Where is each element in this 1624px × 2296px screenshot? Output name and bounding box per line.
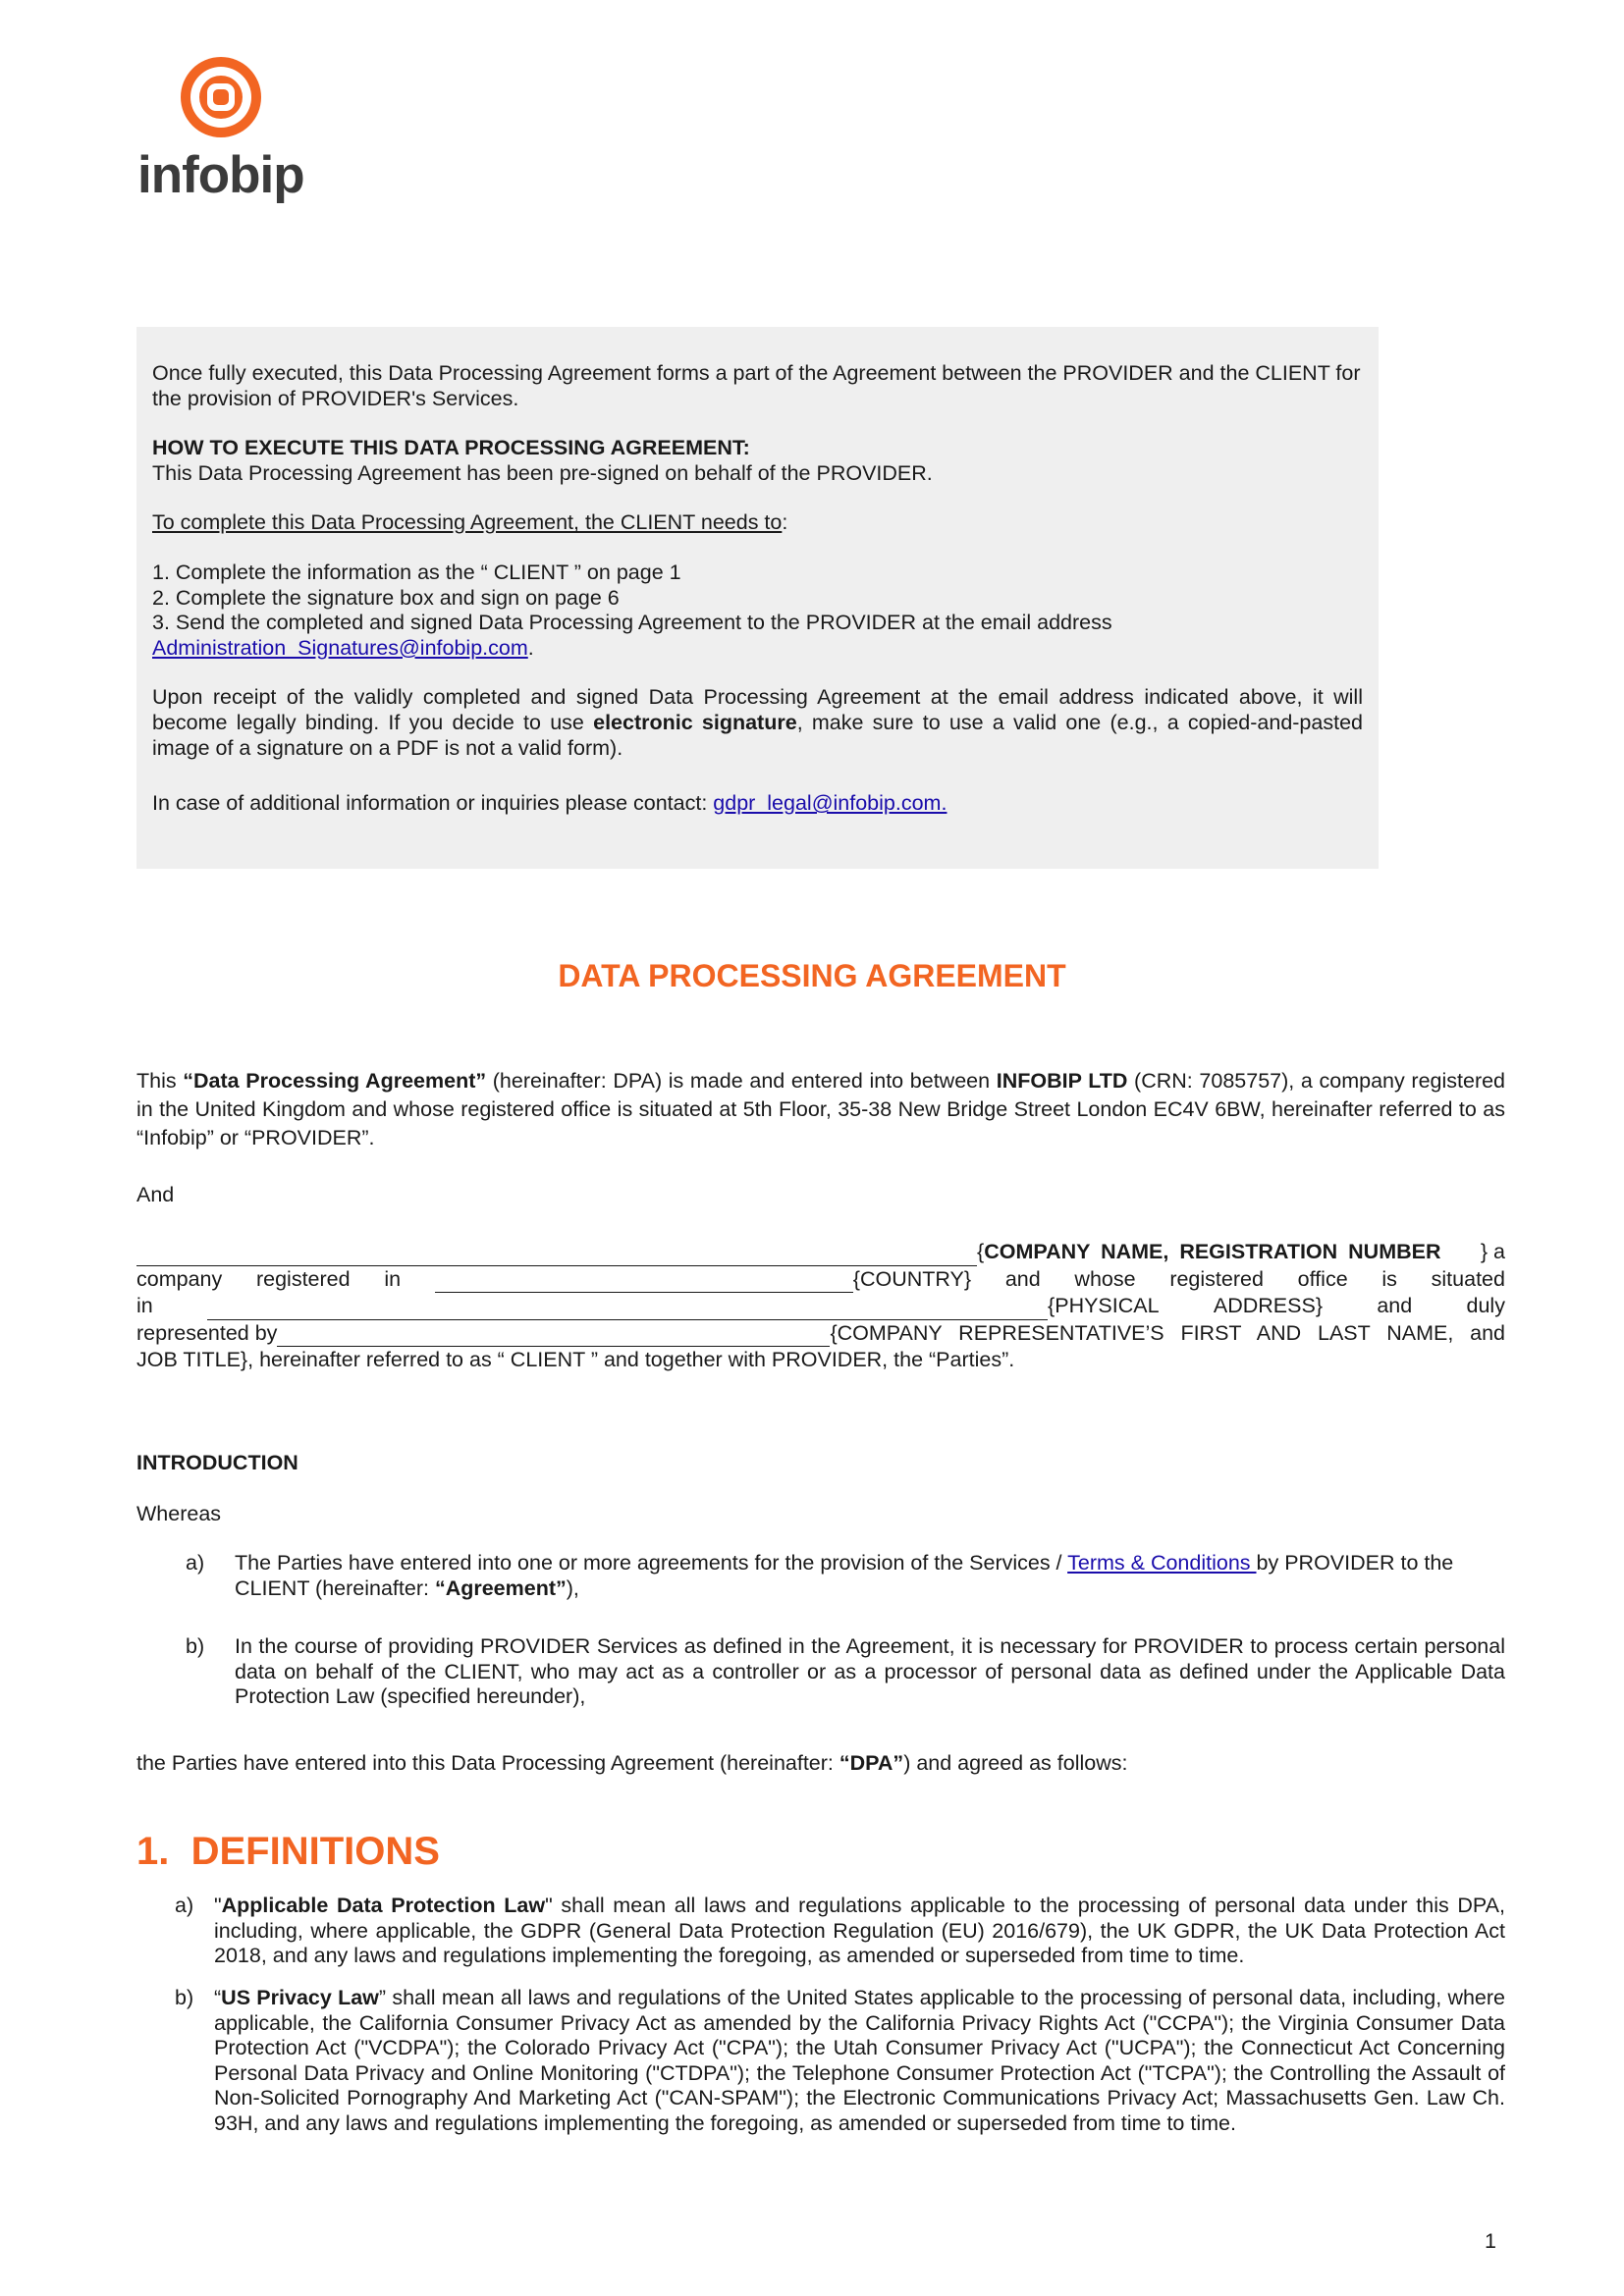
recital-b-text: In the course of providing PROVIDER Services as defined in the Agreement, it is necessary for PROVIDER to process certain personal data on behalf of the CLIENT, who may act as a controller or as a processor of personal data as defined under the Applicable Data Protection Law (specified hereunder), (235, 1634, 1505, 1709)
whereas-label: Whereas (136, 1502, 222, 1525)
representative-field[interactable] (277, 1326, 830, 1347)
recital-a-post: by PROVIDER to the CLIENT (hereinafter: (235, 1551, 1454, 1600)
word: and (1004, 1266, 1041, 1291)
word: company (136, 1266, 223, 1291)
recital-a-pre: The Parties have entered into one or more agreements for the provision of the Services / (235, 1551, 1068, 1575)
word: situated (1431, 1266, 1505, 1291)
client-address-line (136, 1293, 1505, 1320)
admin-email-suffix: . (527, 635, 534, 660)
definition-a-term: Applicable Data Protection Law (221, 1894, 546, 1917)
definition-marker: a) (175, 1894, 194, 1917)
word: is (1381, 1266, 1397, 1291)
word: in (384, 1266, 402, 1291)
word: and (1377, 1294, 1413, 1317)
notice-step-3: 3. Send the completed and signed Data Processing Agreement to the PROVIDER at the email address (152, 611, 1112, 635)
company-name-field[interactable] (136, 1246, 977, 1266)
company-name-placeholder: COMPANY NAME, REGISTRATION NUMBER (984, 1240, 1441, 1263)
recital-a-end: ), (566, 1575, 579, 1600)
parties-p1-bold: “Data Processing Agreement” (183, 1069, 487, 1093)
word: office (1297, 1266, 1348, 1291)
recital-a (186, 1551, 1474, 1601)
recital-a-text (235, 1551, 1474, 1601)
definition-b-open: “ (214, 1986, 222, 2009)
client-details-block (136, 1239, 1505, 1374)
definition-a-open: " (214, 1894, 222, 1917)
document-title: DATA PROCESSING AGREEMENT (558, 958, 1066, 993)
logo-wordmark: infobip (137, 146, 304, 204)
receipt-pre: Upon receipt of the validly completed and signed Data Processing Agreement at the email address indicated above, it will become legally binding. If you decide to use (152, 685, 1363, 734)
client-definition-line: JOB TITLE}, hereinafter referred to as “ CLIENT ” and together with PROVIDER, the “Parties”. (136, 1348, 1015, 1371)
definition-b-term: US Privacy Law (221, 1986, 379, 2009)
terms-conditions-link[interactable]: Terms & Conditions (1067, 1551, 1257, 1575)
receipt-post: , make sure to use a valid one (e.g., a copied-and-pasted image of a signature on a PDF is not a valid form). (152, 710, 1363, 760)
address-placeholder-2: ADDRESS} (1213, 1294, 1324, 1317)
recital-marker: a) (186, 1551, 205, 1575)
definition-a-body: " shall mean all laws and regulations applicable to the processing of personal data under this DPA, including, where applicable, the GDPR (General Data Protection Regulation (EU) 2016/679), the UK GDPR, the UK Data Protection Act 2018, and any laws and regulations implementing the foregoing, as amended or superseded from time to time. (214, 1894, 1505, 1968)
client-representative-line (136, 1320, 1505, 1348)
notice-how-heading: HOW TO EXECUTE THIS DATA PROCESSING AGREEMENT: (152, 436, 750, 460)
parties-p3: (CRN: 7085757), a company registered in the United Kingdom and whose registered office is situated at 5th Floor, 35-38 New Bridge Street London EC4V 6BW, hereinafter referred to as “Infobip” or “PROVIDER”. (136, 1069, 1506, 1149)
contact-email-link[interactable]: gdpr_legal@infobip.com. (713, 791, 947, 816)
notice-step-2: 2. Complete the signature box and sign on page 6 (152, 585, 620, 610)
recital-marker: b) (186, 1634, 205, 1658)
word: whose (1074, 1266, 1136, 1291)
word: registered (255, 1266, 351, 1291)
address-placeholder-1: {PHYSICAL (1048, 1294, 1160, 1317)
country-field[interactable] (435, 1272, 853, 1293)
agree-bold: “DPA” (839, 1751, 904, 1775)
company-open: { (977, 1240, 985, 1263)
and-label: And (136, 1183, 175, 1206)
definition-a (175, 1894, 1505, 1969)
execution-instructions-box (136, 327, 1379, 869)
introduction-heading: INTRODUCTION (136, 1451, 298, 1474)
page-number: 1 (1485, 2229, 1496, 2253)
definition-b (175, 1986, 1505, 2137)
definitions-heading: 1. DEFINITIONS (136, 1830, 440, 1873)
agreement-statement (136, 1751, 1127, 1776)
parties-p1: This (136, 1069, 184, 1093)
recital-b (186, 1634, 1505, 1710)
client-country-line (136, 1266, 1505, 1294)
notice-intro: Once fully executed, this Data Processing Agreement forms a part of the Agreement between the PROVIDER and the CLIENT for the provision of PROVIDER's Services. (152, 361, 1361, 410)
notice-step-1: 1. Complete the information as the “ CLIENT ” on page 1 (152, 560, 681, 584)
notice-contact (152, 791, 1363, 817)
notice-receipt (152, 685, 1363, 761)
word: registered (1169, 1266, 1264, 1291)
represented-by-label: represented by (136, 1320, 278, 1345)
parties-p2-bold: INFOBIP LTD (996, 1069, 1128, 1093)
definition-a-text (214, 1894, 1505, 1969)
notice-presigned: This Data Processing Agreement has been pre-signed on behalf of the PROVIDER. (152, 460, 933, 485)
parties-p2: (hereinafter: DPA) is made and entered into between (486, 1069, 997, 1093)
recital-a-bold: “Agreement” (434, 1575, 567, 1600)
complete-intro-colon: : (782, 510, 788, 535)
definition-b-text (214, 1986, 1505, 2137)
definition-marker: b) (175, 1986, 194, 2009)
word: in (136, 1294, 153, 1317)
physical-address-field[interactable] (207, 1300, 1048, 1320)
complete-intro-text: To complete this Data Processing Agreement, the CLIENT needs to (152, 510, 783, 535)
client-company-line (136, 1239, 1505, 1266)
word: duly (1466, 1294, 1505, 1317)
receipt-bold: electronic signature (593, 710, 797, 734)
agree-pre: the Parties have entered into this Data Processing Agreement (hereinafter: (136, 1751, 839, 1775)
notice-complete-intro (152, 510, 1363, 536)
contact-pre: In case of additional information or inquiries please contact: (152, 791, 714, 816)
company-close: } a (1480, 1240, 1505, 1263)
notice-admin-email-line (152, 636, 1363, 662)
agree-post: ) and agreed as follows: (903, 1751, 1128, 1775)
definition-b-body: ” shall mean all laws and regulations of the United States applicable to the processing of personal data, including, where applicable, the California Consumer Privacy Act as amended by the California Privacy Rights Act ("CCPA"); the Virginia Consumer Data Protection Act ("VCDPA"); the Colorado Privacy Act ("CPA"); the Utah Consumer Privacy Act ("UCPA"); the Connecticut Act Concerning Personal Data Privacy and Online Monitoring ("CTDPA"); the Telephone Consumer Protection Act ("TCPA"); the Controlling the Assault of Non-Solicited Pornography And Marketing Act ("CAN-SPAM"); the Electronic Communications Privacy Act; Massachusetts Gen. Law Ch. 93H, and any laws and regulations implementing the foregoing, as amended or superseded from time to time. (214, 1986, 1505, 2135)
country-placeholder: {COUNTRY} (852, 1266, 972, 1291)
representative-placeholder: {COMPANY REPRESENTATIVE’S FIRST AND LAST NAME, and (830, 1320, 1505, 1345)
admin-email-link[interactable]: Administration_Signatures@infobip.com (152, 635, 528, 660)
parties-paragraph (136, 1067, 1505, 1152)
